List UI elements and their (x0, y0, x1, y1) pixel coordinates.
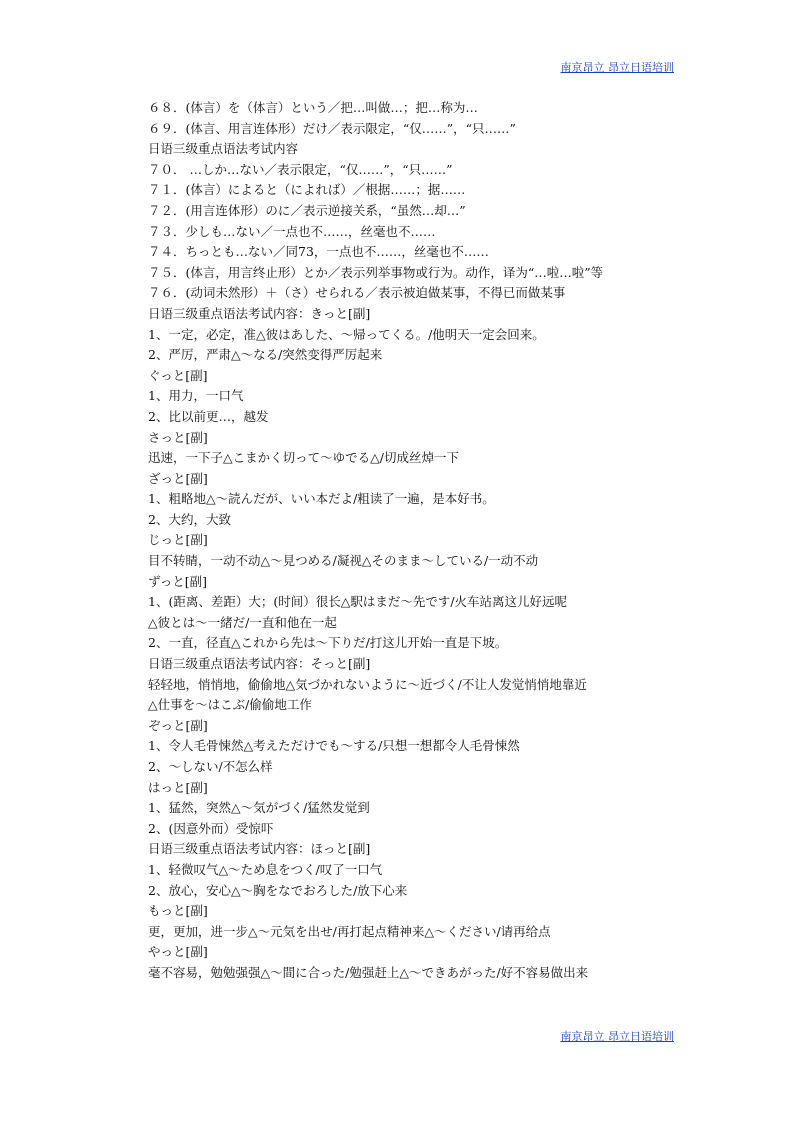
text-line: 2、比以前更…，越发 (148, 408, 269, 424)
text-line: ７３．少しも…ない／一点也不……，丝毫也不…… (148, 223, 436, 239)
text-line: ７５．(体言，用言终止形）とか／表示列举事物或行为。动作，译为“…啦…啦”等 (148, 264, 604, 280)
text-line: 1、用力，一口气 (148, 388, 244, 404)
text-line: 1、(距离、差距）大；(时间）很长△駅はまだ～先です/火车站离这儿好远呢 (148, 594, 568, 610)
text-line: 1、猛然，突然△～気がづく/猛然发觉到 (148, 800, 370, 816)
entry-heading: やっと[副] (148, 944, 208, 960)
text-line: ７２．(用言连体形）のに／表示逆接关系，“虽然…却…” (148, 202, 466, 218)
section-heading: 日语三级重点语法考试内容：そっと[副] (148, 656, 371, 672)
text-line: △仕事を～はこぶ/偷偷地工作 (148, 697, 312, 713)
entry-heading: じっと[副] (148, 532, 208, 548)
text-line: 目不转睛，一动不动△～見つめる/凝视△そのまま～している/一动不动 (148, 553, 539, 569)
text-line: 2、大约，大致 (148, 511, 231, 527)
text-line: ６９．(体言、用言连体形）だけ／表示限定，“仅……”，“只……” (148, 120, 516, 136)
text-line: 更，更加，进一步△～元気を出せ/再打起点精神来△～ください/请再给点 (148, 923, 551, 939)
text-line: 1、令人毛骨悚然△考えただけでも～する/只想一想都令人毛骨悚然 (148, 738, 520, 754)
entry-heading: ずっと[副] (148, 573, 208, 589)
entry-heading: ざっと[副] (148, 470, 208, 486)
text-line: 轻轻地，悄悄地，偷偷地△気づかれないように～近づく/不让人发觉悄悄地靠近 (148, 676, 587, 692)
section-heading: 日语三级重点语法考试内容 (148, 141, 299, 157)
text-line: 2、一直，径直△これから先は～下りだ/打这儿开始一直是下坡。 (148, 635, 508, 651)
text-line: △彼とは～一緒だ/一直和他在一起 (148, 614, 337, 630)
text-line: ７６．(动词未然形）＋（さ）せられる／表示被迫做某事，不得已而做某事 (148, 285, 566, 301)
text-line: 2、(因意外而）受惊吓 (148, 820, 274, 836)
text-line: ７０． …しか…ない／表示限定，“仅……”，“只……” (148, 161, 453, 177)
text-line: ７４．ちっとも…ない／同73，一点也不……，丝毫也不…… (148, 244, 489, 260)
text-line: 毫不容易，勉勉强强△～間に合った/勉强赶上△～できあがった/好不容易做出来 (148, 964, 589, 980)
text-line: 1、轻微叹气△～ため息をつく/叹了一口气 (148, 861, 383, 877)
text-line: ６８．(体言）を（体言）という／把…叫做…；把…称为… (148, 100, 478, 115)
section-heading: 日语三级重点语法考试内容：ほっと[副] (148, 841, 371, 857)
text-line: 迅速，一下子△こまかく切って～ゆでる△/切成丝焯一下 (148, 450, 459, 466)
entry-heading: ぞっと[副] (148, 717, 208, 733)
text-line: 1、一定，必定，准△彼はあした、～帰ってくる。/他明天一定会回来。 (148, 326, 545, 342)
text-line: 2、～しない/不怎么样 (148, 759, 273, 774)
entry-heading: はっと[副] (148, 779, 208, 795)
header-link[interactable]: 南京昂立 昂立日语培训 (560, 61, 674, 74)
text-line: 2、严厉，严肃△～なる/突然变得严厉起来 (148, 347, 383, 363)
document-body (148, 98, 678, 984)
entry-heading: さっと[副] (148, 429, 208, 445)
text-line: ７１．(体言）によると（によれば）／根据……；据…… (148, 182, 466, 198)
footer-link[interactable]: 南京昂立 昂立日语培训 (560, 1030, 674, 1043)
section-heading: 日语三级重点语法考试内容：きっと[副] (148, 305, 371, 321)
entry-heading: ぐっと[副] (148, 367, 208, 383)
text-line: 1、粗略地△～読んだが、いい本だよ/粗读了一遍，是本好书。 (148, 491, 495, 507)
entry-heading: もっと[副] (148, 903, 208, 919)
text-line: 2、放心，安心△～胸をなでおろした/放下心来 (148, 882, 408, 898)
